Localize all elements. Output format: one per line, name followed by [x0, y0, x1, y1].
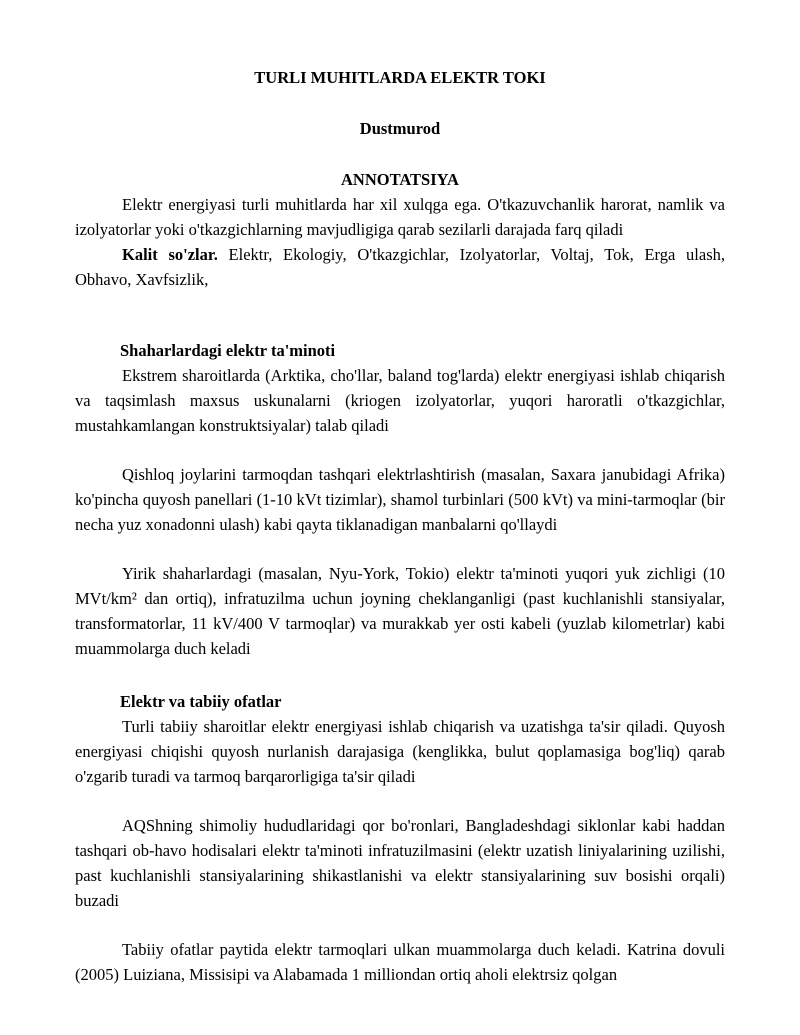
document-title: TURLI MUHITLARDA ELEKTR TOKI — [254, 68, 546, 87]
keywords-label: Kalit so'zlar. — [122, 245, 218, 264]
section2-paragraph-2: AQShning shimoliy hududlaridagi qor bo'ronlari, Bangladeshdagi siklonlar kabi haddan tashqari ob-havo hodisalari elektr ta'minoti infratuzilmasini (elektr uzatish liniyalarining uzilishi, past kuchlanishli stansiyalarining shikastlanishi va elektr stansiyalarining suv bosishi orqali) buzadi — [75, 816, 725, 910]
section-heading-natural-disasters: Elektr va tabiiy ofatlar — [120, 692, 282, 711]
section1-paragraph-2: Qishloq joylarini tarmoqdan tashqari elektrlashtirish (masalan, Saxara janubidagi Afrika) ko'pincha quyosh panellari (1-10 kVt tizimlar), shamol turbinlari (500 kVt) va mini-tarmoqlar (bir necha yuz xonadonni ulash) kabi qayta tiklanadigan manbalarni qo'llaydi — [75, 465, 725, 534]
keywords-list: Elektr, Ekologiy, O'tkazgichlar, Izolyatorlar, Voltaj, Tok, Erga ulash, Obhavo, Xavfsizlik, — [75, 245, 725, 289]
section1-paragraph-1: Ekstrem sharoitlarda (Arktika, cho'llar, baland tog'larda) elektr energiyasi ishlab chiqarish va taqsimlash maxsus uskunalarni (kriogen izolyatorlar, yuqori haroratli o'tkazgichlar, mustahkamlangan konstruktsiyalar) talab qiladi — [75, 366, 725, 435]
document-page — [75, 60, 725, 987]
annotation-paragraph: Elektr energiyasi turli muhitlarda har xil xulqga ega. O'tkazuvchanlik harorat, namlik va izolyatorlar yoki o'tkazgichlarning mavjudligiga qarab sezilarli darajada farq qiladi — [75, 195, 725, 239]
section2-paragraph-1: Turli tabiiy sharoitlar elektr energiyasi ishlab chiqarish va uzatishga ta'sir qiladi. Quyosh energiyasi chiqishi quyosh nurlanish darajasiga (kenglikka, bulut qoplamasiga bog'liq) qarab o'zgarib turadi va tarmoq barqarorligiga ta'sir qiladi — [75, 717, 725, 786]
section1-paragraph-3: Yirik shaharlardagi (masalan, Nyu-York, Tokio) elektr ta'minoti yuqori yuk zichligi (10 MVt/km² dan ortiq), infratuzilma uchun joyning cheklanganligi (past kuchlanishli stansiyalar, transformatorlar, 11 kV/400 V tarmoqlar) va murakkab yer osti kabeli (yuzlab kilometrlar) kabi muammolarga duch keladi — [75, 564, 725, 658]
section2-paragraph-3: Tabiiy ofatlar paytida elektr tarmoqlari ulkan muammolarga duch keladi. Katrina dovuli (2005) Luiziana, Missisipi va Alabamada 1 milliondan ortiq aholi elektrsiz qolgan — [75, 940, 725, 984]
annotation-heading: ANNOTATSIYA — [341, 170, 459, 189]
author-name: Dustmurod — [359, 119, 441, 138]
keywords-paragraph — [75, 242, 725, 292]
section-heading-urban-power: Shaharlardagi elektr ta'minoti — [120, 341, 336, 360]
